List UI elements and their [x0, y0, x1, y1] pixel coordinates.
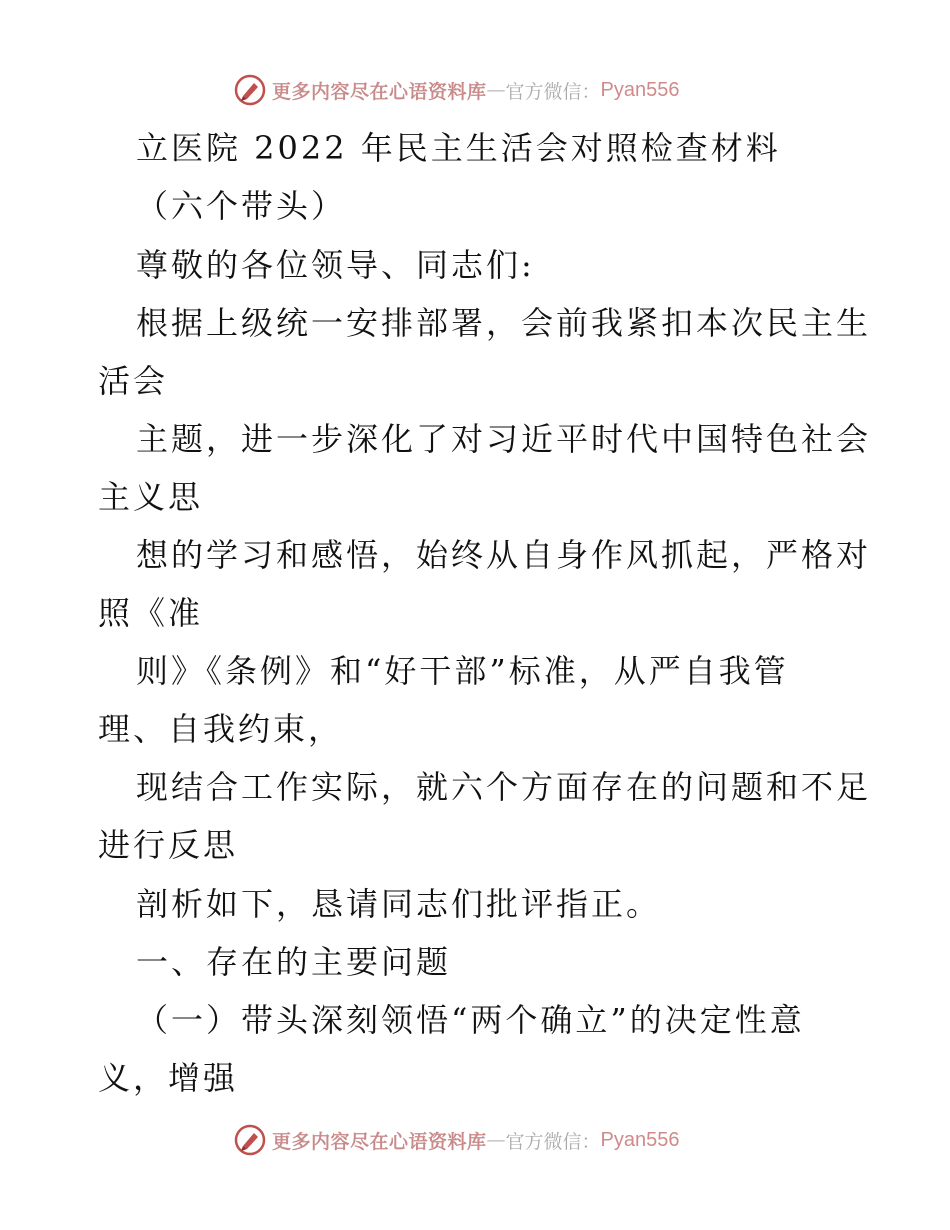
watermark-brand-text: 更多内容尽在心语资料库 [272, 80, 487, 103]
paragraph-line: 理、自我约束， [98, 710, 344, 748]
paragraph-line: 活会 [98, 362, 169, 400]
paragraph-line: 义，增强 [98, 1059, 239, 1097]
paragraph-line: 现结合工作实际，就六个方面存在的问题和不足 [136, 768, 872, 806]
watermark-wechat-id: Pyan556 [600, 78, 680, 101]
watermark-dash: — [486, 79, 506, 101]
subsection-heading: （一）带头深刻领悟“两个确立”的决定性意 [136, 1001, 805, 1039]
watermark-brand-text: 更多内容尽在心语资料库 [272, 1130, 487, 1153]
footer-watermark [234, 1123, 680, 1157]
paragraph-line: 剖析如下，恳请同志们批评指正。 [136, 885, 662, 923]
paragraph-line: 照《准 [98, 594, 204, 632]
paragraph-line: 主题，进一步深化了对习近平时代中国特色社会 [136, 420, 872, 458]
watermark-wechat-id: Pyan556 [600, 1128, 680, 1151]
paragraph-line: 想的学习和感悟，始终从自身作风抓起，严格对 [136, 536, 872, 574]
watermark-official-label: 官方微信： [505, 80, 601, 103]
paragraph-line: 根据上级统一安排部署，会前我紧扣本次民主生 [136, 304, 872, 342]
brand-logo-icon [234, 1124, 266, 1156]
watermark-official-label: 官方微信： [505, 1130, 601, 1153]
paragraph-line: 主义思 [98, 478, 204, 516]
watermark-dash: — [486, 1129, 506, 1151]
paragraph-line: 进行反思 [98, 826, 239, 864]
salutation-line: 尊敬的各位领导、同志们: [136, 246, 535, 284]
section-heading: 一、存在的主要问题 [136, 943, 452, 981]
document-subtitle: （六个带头） [136, 187, 347, 225]
paragraph-line: 则》《条例》和“好干部”标准，从严自我管 [136, 652, 789, 690]
document-title: 立医院 2022 年民主生活会对照检查材料 [136, 129, 781, 167]
